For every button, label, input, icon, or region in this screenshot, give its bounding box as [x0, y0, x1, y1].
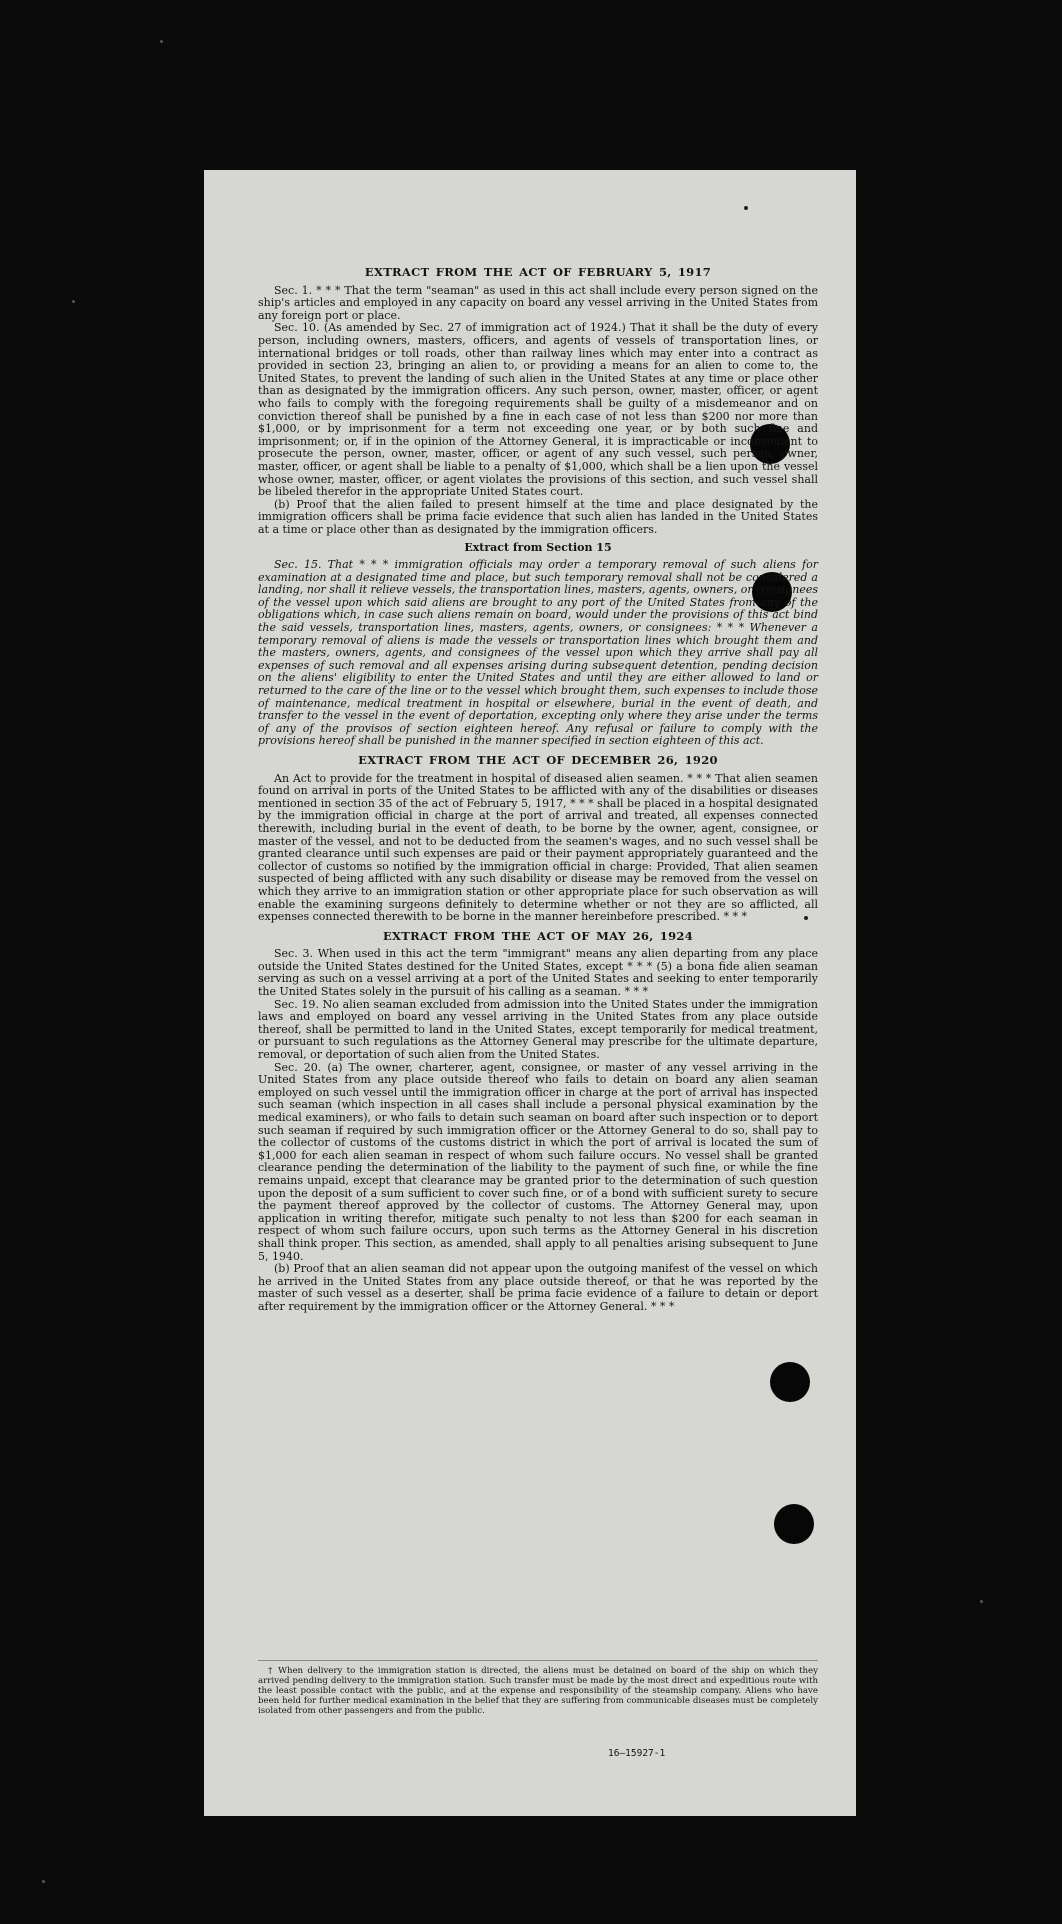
- paragraph: Sec. 3. When used in this act the term "immigrant" means any alien departing from any place outside the United States destined for the United States, except * * * (5) a bona fide alien seaman serving as such on a vessel arriving at a port of the United States and seeking to enter temporarily the United States solely in the pursuit of his calling as a seaman. * * *: [258, 947, 818, 999]
- punch-hole: [774, 1504, 814, 1544]
- footnote-divider: [258, 1660, 818, 1661]
- section-heading: EXTRACT FROM THE ACT OF FEBRUARY 5, 1917: [364, 265, 712, 279]
- dust-speck: [980, 1600, 983, 1603]
- section-heading: EXTRACT FROM THE ACT OF DECEMBER 26, 1920: [358, 752, 718, 767]
- paragraph: Sec. 20. (a) The owner, charterer, agent, consignee, or master of any vessel arriving in the United States from any place outside thereof who fails to detain on board any alien seaman employed on such vessel until the immigration officer in charge at the port of arrival has inspected such seaman (which inspection in all cases shall include a personal physical examination by the medical examiners), or who fails to detain such seaman on board after such inspection or to deport such seaman if required by such immigration officer or the Attorney General to do so, shall pay to the collector of customs of the customs district in which the port of arrival is located the sum of $1,000 for each alien seaman in respect of whom such failure occurs. No vessel shall be granted clearance pending the determination of the liability to the payment of such fine, or while the fine remains unpaid, except that clearance may be granted prior to the determination of such question upon the deposit of a sum sufficient to cover such fine, or of a bond with sufficient surety to secure the payment thereof approved by the collector of customs. The Attorney General may, upon application in writing therefor, mitigate such penalty to not less than $200 for each seaman in respect of whom such failure occurs, upon such terms as the Attorney General in his discretion shall think proper. This section, as amended, shall apply to all penalties arising subsequent to June 5, 1940.: [258, 1060, 818, 1263]
- ink-dot: [744, 206, 748, 210]
- dust-speck: [72, 300, 75, 303]
- dust-speck: [42, 1880, 45, 1883]
- section-heading: EXTRACT FROM THE ACT OF MAY 26, 1924: [382, 928, 694, 943]
- paragraph: Sec. 19. No alien seaman excluded from admission into the United States under the immigration laws and employed on board any vessel arriving in the United States from any place outside thereof, shall be permitted to land in the United States, except temporarily for medical treatment, or pursuant to such regulations as the Attorney General may prescribe for the ultimate departure, removal, or deportation of such alien from the United States.: [258, 997, 818, 1062]
- footnote-text: † When delivery to the immigration station is directed, the aliens must be detained on board of the ship on which they arrived pending delivery to the immigration station. Such transfer must be made by the most direct and expeditious route with the least possible contact with the public, and at the expense and responsibility of the steamship company. Aliens who have been held for further medical examination in the belief that they are suffering from communicable diseases must be completely isolated from other passengers and from the public.: [258, 1666, 818, 1716]
- paragraph: An Act to provide for the treatment in hospital of diseased alien seamen. * * * That alien seamen found on arrival in ports of the United States to be afflicted with any of the disabilities or diseases mentioned in section 35 of the act of February 5, 1917, * * * shall be placed in a hospital designated by the immigration official in charge at the port of arrival and treated, all expenses connected therewith, including burial in the event of death, to be borne by the owner, agent, consignee, or master of the vessel, and not to be deducted from the seamen's wages, and no such vessel shall be granted clearance until such expenses are paid or their payment appropriately guaranteed and the collector of customs so notified by the immigration official in charge: Provided, That alien seamen suspected of being afflicted with any such disability or disease may be removed from the vessel on which they arrive to an immigration station or other appropriate place for such observation as will enable the examining surgeons definitely to determine whether or not they are so afflicted, all expenses connected therewith to be borne in the manner hereinbefore prescribed. * * *: [258, 771, 818, 924]
- subsection-heading: Extract from Section 15: [464, 541, 612, 555]
- paragraph: (b) Proof that an alien seaman did not appear upon the outgoing manifest of the vessel on which he arrived in the United States from any place outside thereof, or that he was reported by the master of such vessel as a deserter, shall be prima facie evidence of a failure to detain or deport after requirement by the immigration officer or the Attorney General. * * *: [258, 1262, 818, 1313]
- document-body: [258, 260, 818, 1314]
- form-number: 16—15927-1: [608, 1748, 666, 1759]
- punch-hole: [770, 1362, 810, 1402]
- paragraph: Sec. 1. * * * That the term "seaman" as used in this act shall include every person signed on the ship's articles and employed in any capacity on board any vessel arriving in the United States from any foreign port or place.: [258, 283, 818, 322]
- paragraph: Sec. 15. That * * * immigration officials may order a temporary removal of such aliens for examination at a designated time and place, but such temporary removal shall not be considered a landing, nor shall it relieve vessels, the transportation lines, masters, agents, owners, or consignees of the vessel upon which said aliens are brought to any port of the United States from any of the obligations which, in case such aliens remain on board, would under the provisions of this act bind the said vessels, transportation lines, masters, agents, owners, or consignees: * * * Whenever a temporary removal of aliens is made the vessels or transportation lines which brought them and the masters, owners, agents, and consignees of the vessel upon which they arrive shall pay all expenses of such removal and all expenses arising during subsequent detention, pending decision on the aliens' eligibility to enter the United States and until they are either allowed to land or returned to the care of the line or to the vessel which brought them, such expenses to include those of maintenance, medical treatment in hospital or elsewhere, burial in the event of death, and transfer to the vessel in the event of deportation, excepting only where they arise under the terms of any of the provisos of section eighteen hereof. Any refusal or failure to comply with the provisions hereof shall be punished in the manner specified in section eighteen of this act.: [258, 558, 819, 748]
- footnote: [258, 1666, 818, 1716]
- dust-speck: [160, 40, 163, 43]
- document-page: [204, 170, 856, 1816]
- paragraph: (b) Proof that the alien failed to present himself at the time and place designated by the immigration officers shall be prima facie evidence that such alien has landed in the United States at a time or place other than as designated by the immigration officers.: [258, 497, 818, 536]
- paragraph: Sec. 10. (As amended by Sec. 27 of immigration act of 1924.) That it shall be the duty of every person, including owners, masters, officers, and agents of vessels of transportation lines, or international bridges or toll roads, other than railway lines which may enter into a contract as provided in section 23, bringing an alien to, or providing a means for an alien to come to, the United States, to prevent the landing of such alien in the United States at any time or place other than as designated by the immigration officers. Any such person, owner, master, officer, or agent who fails to comply with the foregoing requirements shall be guilty of a misdemeanor and on conviction thereof shall be punished by a fine in each case of not less than $200 nor more than $1,000, or by imprisonment for a term not exceeding one year, or by both such fine and imprisonment; or, if in the opinion of the Attorney General, it is impracticable or inconvenient to prosecute the person, owner, master, officer, or agent of any such vessel, such person, owner, master, officer, or agent shall be liable to a penalty of $1,000, which shall be a lien upon the vessel whose owner, master, officer, or agent violates the provisions of this section, and such vessel shall be libeled therefor in the appropriate United States court.: [258, 321, 818, 499]
